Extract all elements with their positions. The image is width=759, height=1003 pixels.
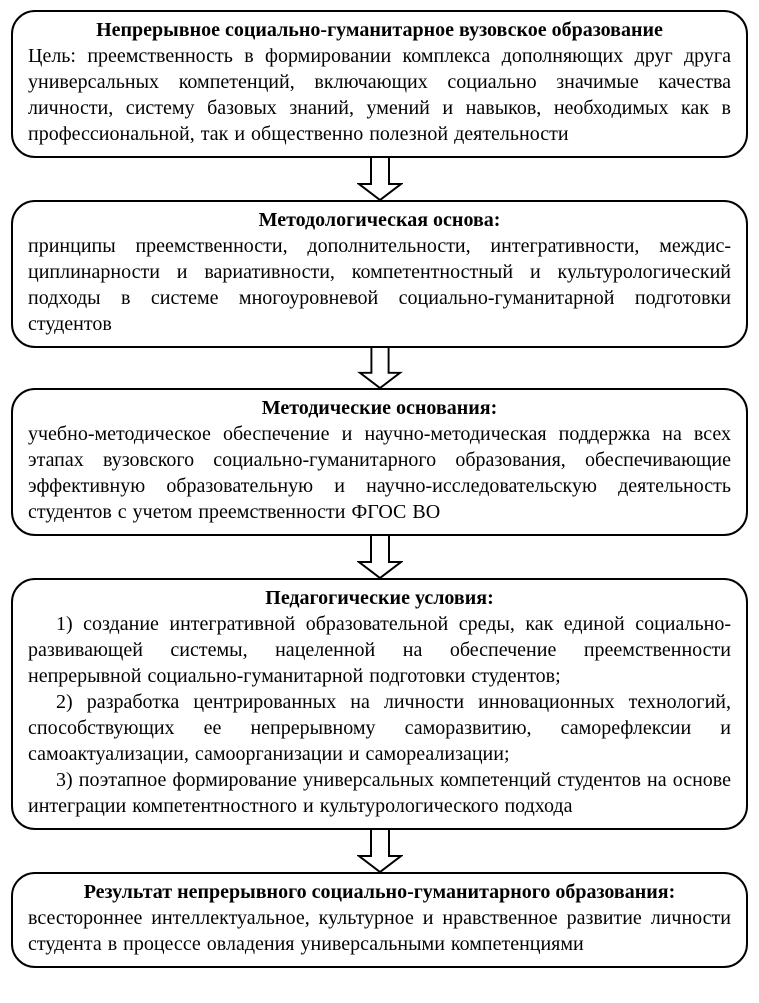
box-title: Результат непрерывного социально-гуманитарного образования: <box>83 881 676 903</box>
box-body: учебно-методическое обеспечение и научно-методическая поддержка на всех этапах вузовского социально-гуманитарного образования, обеспечивающие эффективную образовательную и научно-исследовательскую деятельность студентов с учетом преемственности ФГОС ВО <box>28 423 731 523</box>
box-title: Методические основания: <box>261 397 498 419</box>
flow-box-methodological-basis <box>11 200 748 348</box>
condition-item-2: 2) разработка центрированных на личности инновационных технологий, способствующих ее непрерывному саморазвитию, саморефлексии и самоактуализации, самоорганизации и самореализации; <box>28 691 731 765</box>
box-title: Педагогические условия: <box>265 587 494 609</box>
flow-box-goal <box>11 10 748 158</box>
condition-item-1: 1) создание интегративной образовательной среды, как единой социально-развивающей системы, нацеленной на обеспечение преемственности непрерывной социально-гуманитарной подготовки студентов; <box>28 613 731 687</box>
down-arrow-icon <box>357 347 403 389</box>
box-body: Цель: преемственность в формировании комплекса дополняющих друг друга универсальных компетенций, включающих социально значимые качества личности, систему базовых знаний, умений и навыков, необходимых как в профессиональной, так и общественно полезной деятельности <box>28 45 731 145</box>
down-arrow-icon <box>357 535 403 579</box>
down-arrow-icon <box>357 829 403 873</box>
box-body: принципы преемственности, дополнительности, интегративности, междисциплинарности и вариативности, компетентностный и культурологический подходы в системе многоуровневой социально-гуманитарной подготовки студентов <box>28 235 731 335</box>
box-title: Методологическая основа: <box>258 209 501 231</box>
flow-box-pedagogical-conditions <box>11 578 748 830</box>
box-body <box>28 611 731 819</box>
flow-box-methodical-grounds <box>11 388 748 536</box>
flow-box-result <box>11 872 748 968</box>
box-title: Непрерывное социально-гуманитарное вузовское образование <box>96 19 663 41</box>
box-body: всестороннее интеллектуальное, культурное и нравственное развитие личности студента в процессе овладения универсальными компетенциями <box>28 907 731 955</box>
down-arrow-icon <box>357 157 403 201</box>
condition-item-3: 3) поэтапное формирование универсальных компетенций студентов на основе интеграции компетентностного и культурологического подхода <box>28 769 731 817</box>
